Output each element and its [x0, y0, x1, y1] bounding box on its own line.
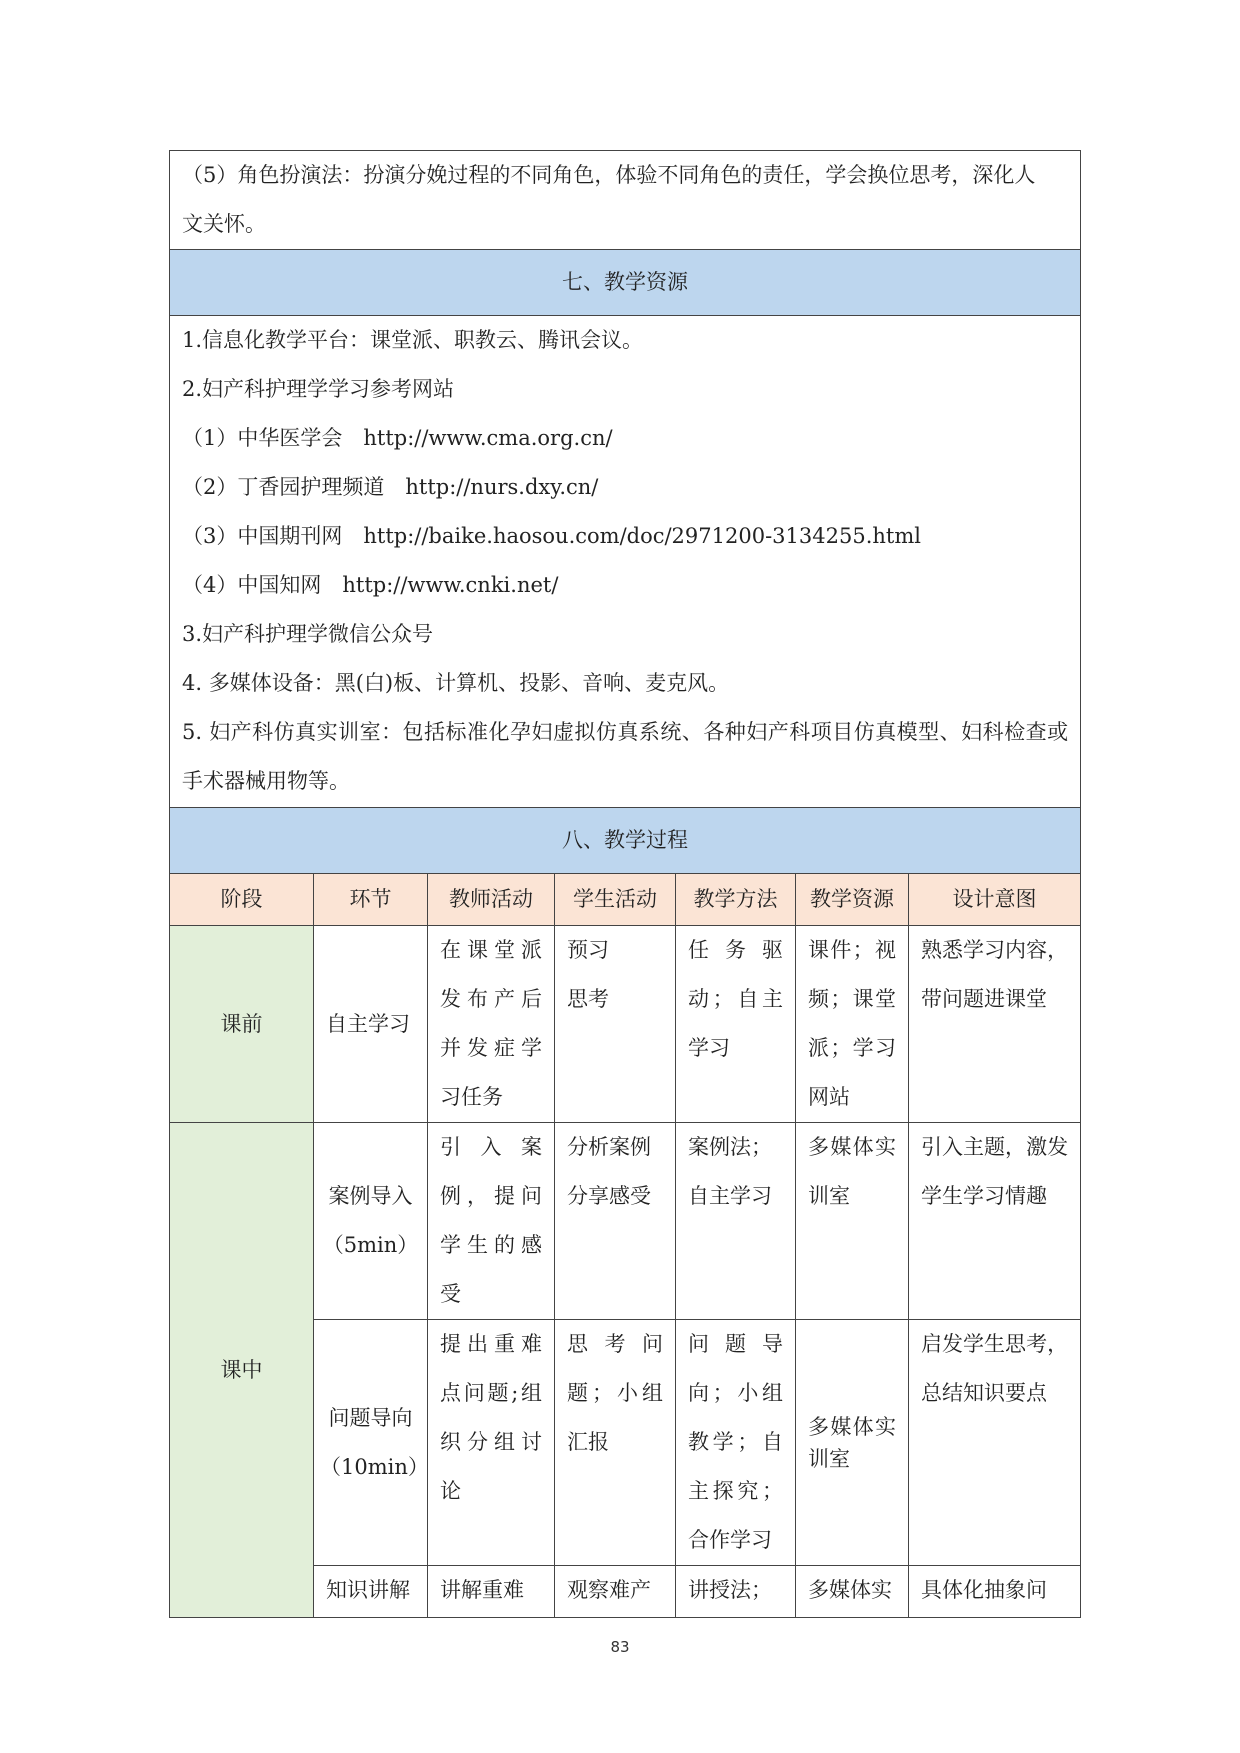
- role-play-line-2: 文关怀。: [182, 212, 266, 236]
- col-header-resource: 教学资源: [796, 874, 909, 926]
- method-text: 任务驱动；自主学习: [688, 938, 783, 1060]
- intent-text: 引入主题，激发学生学习情趣: [921, 1135, 1069, 1208]
- method-cell: [676, 1320, 796, 1566]
- section7-header-row: [170, 250, 1081, 316]
- resource-item: 5. 妇产科仿真实训室：包括标准化孕妇虚拟仿真系统、各种妇产科项目仿真模型、妇科检查或手术器械用物等。: [182, 720, 1069, 793]
- section6-tail-cell: [170, 151, 1081, 250]
- resource-item: 1.信息化教学平台：课堂派、职教云、腾讯会议。: [182, 328, 644, 352]
- student-activity-text: 观察难产: [567, 1578, 651, 1602]
- col-header-teacher: 教师活动: [428, 874, 555, 926]
- section7-title: 七、教学资源: [170, 250, 1081, 316]
- page-number: 83: [610, 1638, 630, 1656]
- process-row-case-intro: [170, 1123, 1081, 1320]
- process-column-header-row: [170, 874, 1081, 926]
- resource-item: 2.妇产科护理学学习参考网站: [182, 377, 455, 401]
- resource-item: 4. 多媒体设备：黑(白)板、计算机、投影、音响、麦克风。: [182, 671, 730, 695]
- resource-cell: [796, 1320, 909, 1566]
- intent-cell: [909, 926, 1081, 1123]
- resource-link-item: （4）中国知网 http://www.cnki.net/: [182, 573, 559, 597]
- resource-link-item: （3）中国期刊网 http://baike.haosou.com/doc/2971200-3134255.html: [182, 524, 921, 548]
- resource-text: 课件；视频；课堂派；学习网站: [808, 938, 896, 1109]
- section7-body-row: [170, 316, 1081, 808]
- resource-cell: [796, 1123, 909, 1320]
- teacher-activity-text: 引入案例，提问学生的感受: [440, 1135, 542, 1306]
- section6-tail-row: [170, 151, 1081, 250]
- intent-cell: [909, 1123, 1081, 1320]
- step-cell: 知识讲解: [314, 1566, 428, 1618]
- teacher-activity-text: 提出重难点问题;组织分组讨论: [440, 1332, 542, 1503]
- teacher-activity-text: 在课堂派发布产后并发症学习任务: [440, 938, 542, 1109]
- resource-text: 多媒体实训室: [808, 1414, 896, 1471]
- teacher-activity-cell: [428, 1566, 555, 1618]
- step-cell: 案例导入 （5min）: [314, 1123, 428, 1320]
- teacher-activity-cell: [428, 926, 555, 1123]
- resource-link-item: （1）中华医学会 http://www.cma.org.cn/: [182, 426, 613, 450]
- method-cell: [676, 926, 796, 1123]
- intent-text: 熟悉学习内容，带问题进课堂: [921, 938, 1069, 1011]
- resource-link-item: （2）丁香园护理频道 http://nurs.dxy.cn/: [182, 475, 599, 499]
- lesson-plan-table: [169, 150, 1081, 1618]
- section7-body: [170, 316, 1081, 808]
- student-activity-cell: [555, 1320, 676, 1566]
- resource-cell: 多媒体实: [796, 1566, 909, 1618]
- step-cell: 自主学习: [314, 926, 428, 1123]
- intent-cell: 具体化抽象问: [909, 1566, 1081, 1618]
- intent-text: 启发学生思考，总结知识要点: [921, 1332, 1069, 1405]
- method-text: 问题导向；小组教学；自主探究；合作学习: [688, 1332, 783, 1552]
- teacher-activity-cell: [428, 1123, 555, 1320]
- method-cell: 讲授法；: [676, 1566, 796, 1618]
- stage-cell-in-class: 课中: [170, 1123, 314, 1618]
- process-row-pre-class: [170, 926, 1081, 1123]
- student-activity-cell: 预习 思考: [555, 926, 676, 1123]
- step-cell: 问题导向 （10min）: [314, 1320, 428, 1566]
- resource-item: 3.妇产科护理学微信公众号: [182, 622, 434, 646]
- col-header-stage: 阶段: [170, 874, 314, 926]
- col-header-method: 教学方法: [676, 874, 796, 926]
- section8-title: 八、教学过程: [170, 808, 1081, 874]
- student-activity-text: 思考问题；小组汇报: [567, 1332, 663, 1454]
- intent-cell: [909, 1320, 1081, 1566]
- col-header-student: 学生活动: [555, 874, 676, 926]
- section8-header-row: [170, 808, 1081, 874]
- col-header-intent: 设计意图: [909, 874, 1081, 926]
- teacher-activity-text: 讲解重难: [440, 1578, 524, 1602]
- student-activity-cell: [555, 1566, 676, 1618]
- col-header-step: 环节: [314, 874, 428, 926]
- role-play-line-1: （5）角色扮演法：扮演分娩过程的不同角色，体验不同角色的责任，学会换位思考，深化人: [182, 163, 1036, 187]
- teacher-activity-cell: [428, 1320, 555, 1566]
- method-cell: 案例法； 自主学习: [676, 1123, 796, 1320]
- student-activity-cell: 分析案例 分享感受: [555, 1123, 676, 1320]
- resource-text: 多媒体实训室: [808, 1135, 896, 1208]
- stage-cell-pre-class: 课前: [170, 926, 314, 1123]
- resource-cell: [796, 926, 909, 1123]
